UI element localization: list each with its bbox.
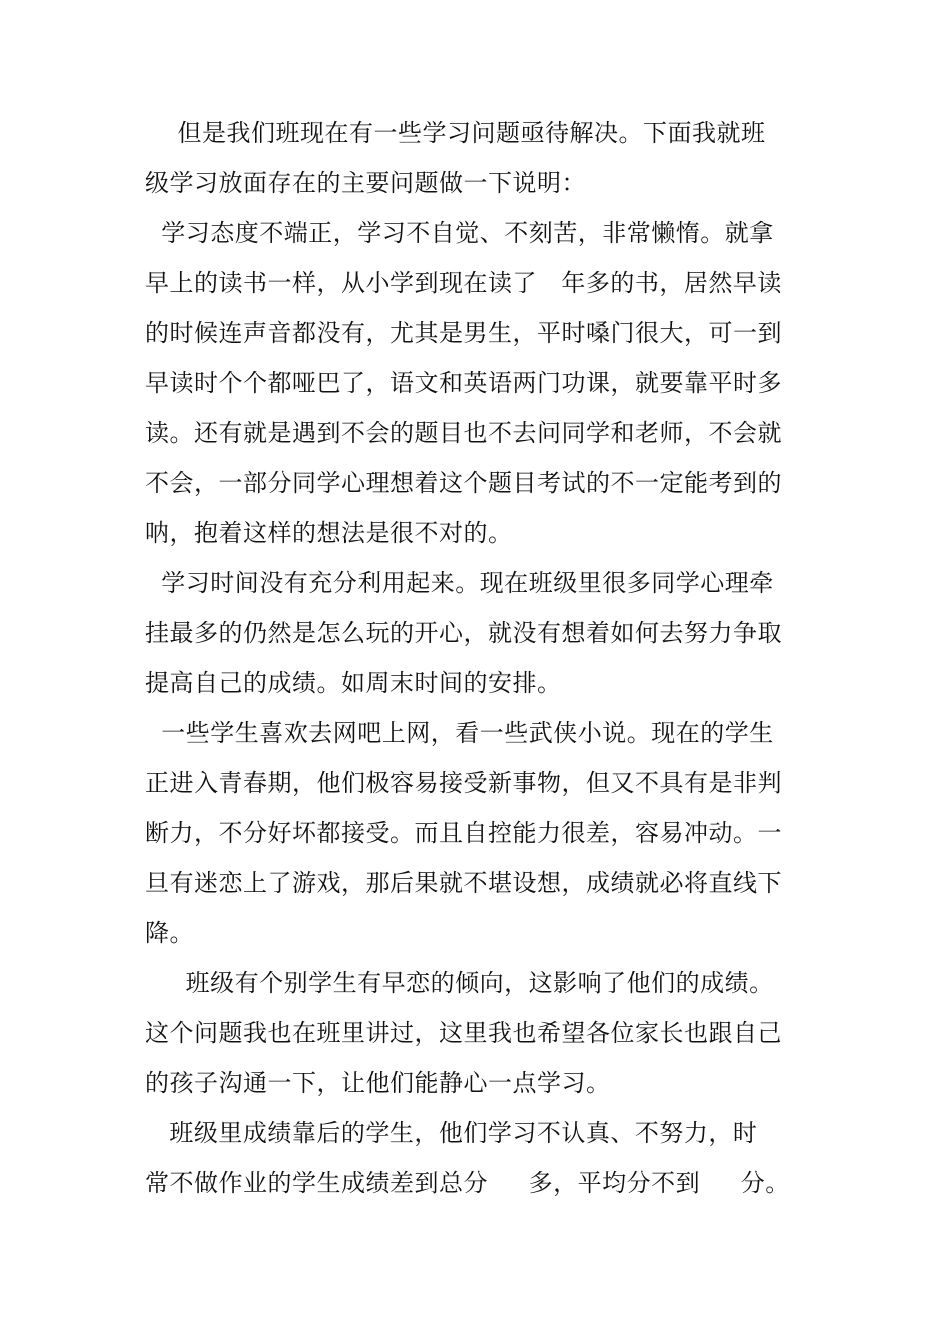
text-line: 的时候连声音都没有，尤其是男生，平时嗓门很大，可一到	[145, 319, 782, 347]
text-line: 呐，抱着这样的想法是很不对的。	[145, 519, 513, 547]
text-line: 级学习放面存在的主要问题做一下说明：	[145, 169, 586, 197]
text-line: 早读时个个都哑巴了，语文和英语两门功课，就要靠平时多	[145, 369, 782, 397]
text-line: 常不做作业的学生成绩差到总分 多，平均分不到 分。	[145, 1169, 790, 1197]
text-line: 旦有迷恋上了游戏，那后果就不堪设想，成绩就必将直线下	[145, 869, 782, 897]
text-line: 早上的读书一样，从小学到现在读了 年多的书，居然早读	[145, 269, 782, 297]
text-line: 挂最多的仍然是怎么玩的开心，就没有想着如何去努力争取	[145, 619, 782, 647]
text-line: 班级里成绩靠后的学生，他们学习不认真、不努力，时	[145, 1119, 758, 1147]
text-line: 降。	[145, 919, 194, 947]
text-line: 读。还有就是遇到不会的题目也不去问同学和老师，不会就	[145, 419, 782, 447]
text-line: 断力，不分好坏都接受。而且自控能力很差，容易冲动。一	[145, 819, 782, 847]
text-line: 这个问题我也在班里讲过，这里我也希望各位家长也跟自己	[145, 1019, 782, 1047]
text-line: 提高自己的成绩。如周末时间的安排。	[145, 669, 562, 697]
text-line: 学习时间没有充分利用起来。现在班级里很多同学心理牵	[145, 569, 774, 597]
text-line: 正进入青春期，他们极容易接受新事物，但又不具有是非判	[145, 769, 782, 797]
text-line: 的孩子沟通一下，让他们能静心一点学习。	[145, 1069, 611, 1097]
text-line: 但是我们班现在有一些学习问题亟待解决。下面我就班	[145, 119, 766, 147]
text-line: 一些学生喜欢去网吧上网，看一些武侠小说。现在的学生	[145, 719, 774, 747]
text-line: 学习态度不端正，学习不自觉、不刻苦，非常懒惰。就拿	[145, 219, 774, 247]
text-line: 班级有个别学生有早恋的倾向，这影响了他们的成绩。	[145, 969, 774, 997]
text-line: 不会，一部分同学心理想着这个题目考试的不一定能考到的	[145, 469, 782, 497]
